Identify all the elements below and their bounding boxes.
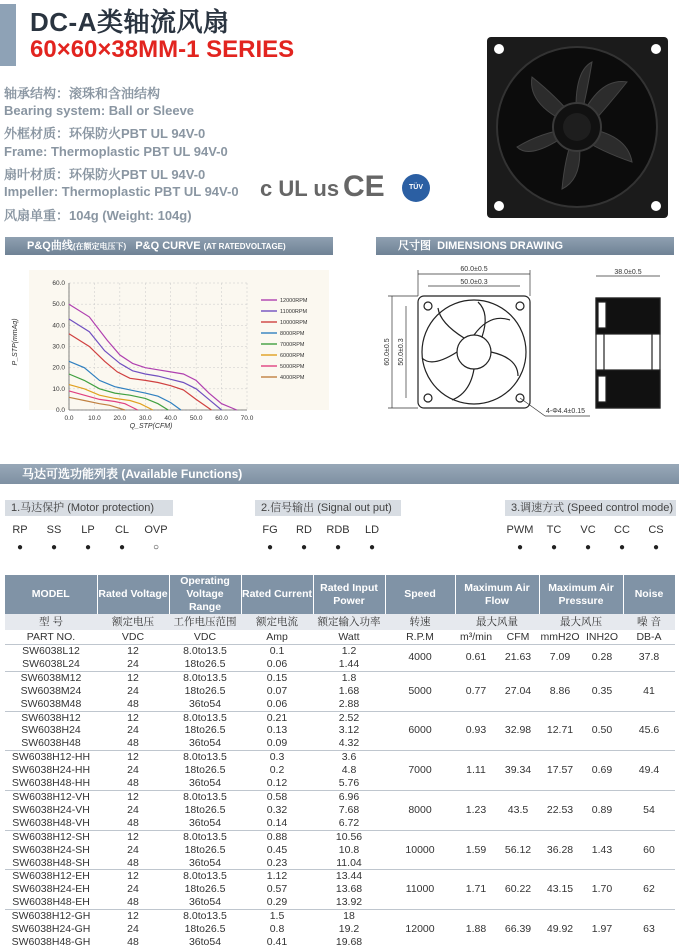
model-cell: SW6038H12-SH xyxy=(5,830,97,843)
rated-voltage-cell: 12 xyxy=(97,870,169,883)
air-flow-m3-cell: 1.88 xyxy=(455,910,497,949)
rated-voltage-cell: 12 xyxy=(97,751,169,764)
rated-voltage-cell: 24 xyxy=(127,764,139,777)
rated-power-cell: 4.32 xyxy=(338,737,360,750)
table-row xyxy=(5,830,675,843)
speed-cell: 7000 xyxy=(385,751,455,791)
function-mark: ● xyxy=(652,542,660,553)
legend-label: 12000RPM xyxy=(280,298,308,304)
rated-power-cell: 18 xyxy=(313,910,385,923)
air-flow-m3-cell: 1.59 xyxy=(455,830,497,870)
air-pressure-inh2o-cell: 1.43 xyxy=(581,830,623,870)
speed-cell: 6000 xyxy=(385,711,455,751)
noise-cell: 45.6 xyxy=(623,711,675,751)
rated-power-cell: 4.8 xyxy=(341,764,357,777)
spec-impeller-cn: 扇叶材质：环保防火PBT UL 94V-0 xyxy=(4,167,206,182)
fan-illustration xyxy=(487,37,668,218)
model-cell: SW6038H24-HH xyxy=(11,764,91,777)
y-tick-label: 10.0 xyxy=(52,385,65,393)
unit-cell: INH2O xyxy=(585,631,619,643)
table-row xyxy=(5,671,675,684)
rated-current-cell: 1.5 xyxy=(241,910,313,923)
operating-voltage-cell: 8.0to13.5 xyxy=(169,645,241,658)
header-rated-power: Rated Input Power xyxy=(313,575,385,614)
air-flow-cfm-cell: 60.22 xyxy=(497,870,539,910)
unit-cell: m³/min xyxy=(459,631,493,643)
rated-power-cell: 6.72 xyxy=(338,816,360,829)
cn-header-air-pressure: 最大风压 xyxy=(539,614,623,630)
rated-current-cell: 1.12 xyxy=(241,870,313,883)
function-code: FG xyxy=(262,524,278,536)
function-code: CL xyxy=(114,524,130,536)
signal-output-marks xyxy=(253,542,389,553)
function-mark: ● xyxy=(118,542,126,553)
model-cell: SW6038H12-HH xyxy=(5,751,97,764)
spec-frame-en: Frame: Thermoplastic PBT UL 94V-0 xyxy=(4,144,228,159)
rated-current-cell: 0.41 xyxy=(266,935,288,948)
model-cell: SW6038M48 xyxy=(20,697,82,710)
rated-current-cell: 0.3 xyxy=(241,751,313,764)
function-code: OVP xyxy=(144,524,168,536)
rated-current-cell: 0.06 xyxy=(266,697,288,710)
rated-current-cell: 0.06 xyxy=(266,657,288,670)
air-pressure-inh2o-cell: 1.70 xyxy=(581,870,623,910)
y-axis-label: P_STP(mmAq) xyxy=(12,318,19,366)
header-noise: Noise xyxy=(623,575,675,614)
operating-voltage-cell: 8.0to13.5 xyxy=(169,870,241,883)
model-cell: SW6038M12 xyxy=(5,671,97,684)
table-row xyxy=(5,711,675,724)
cn-header-operating-voltage: 工作电压范围 xyxy=(169,614,241,630)
y-tick-label: 60.0 xyxy=(52,280,65,287)
unit-cell: PART NO. xyxy=(26,631,76,643)
rated-power-cell: 10.8 xyxy=(338,843,360,856)
motor-protection-codes xyxy=(3,524,173,536)
air-flow-cfm-cell: 43.5 xyxy=(497,790,539,830)
rated-power-cell: 2.52 xyxy=(313,711,385,724)
header-rated-voltage: Rated Voltage xyxy=(97,575,169,614)
air-flow-m3-cell: 1.11 xyxy=(455,751,497,791)
fan-photo xyxy=(487,37,668,218)
unit-cell: R.P.M xyxy=(406,631,434,643)
legend-label: 4000RPM xyxy=(280,375,305,381)
model-cell: SW6038H24-GH xyxy=(11,923,91,936)
function-mark: ● xyxy=(300,542,308,553)
rated-current-cell: 0.13 xyxy=(266,724,288,737)
title-accent-bar xyxy=(0,4,16,66)
unit-cell: CFM xyxy=(506,631,530,643)
operating-voltage-cell: 8.0to13.5 xyxy=(169,671,241,684)
x-tick-label: 0.0 xyxy=(64,415,74,422)
model-cell: SW6038H24-EH xyxy=(12,883,90,896)
table-row xyxy=(5,751,675,764)
rated-power-cell: 1.2 xyxy=(313,645,385,658)
dim-hole-spacing-vertical: 50.0±0.3 xyxy=(398,338,405,366)
operating-voltage-cell: 8.0to13.5 xyxy=(169,910,241,923)
function-code: RD xyxy=(296,524,312,536)
air-pressure-mmh2o-cell: 12.71 xyxy=(539,711,581,751)
operating-voltage-cell: 36to54 xyxy=(188,816,222,829)
air-pressure-mmh2o-cell: 49.92 xyxy=(539,910,581,949)
rated-power-cell: 13.44 xyxy=(313,870,385,883)
air-flow-cfm-cell: 32.98 xyxy=(497,711,539,751)
y-tick-label: 30.0 xyxy=(52,343,65,351)
function-code: SS xyxy=(46,524,62,536)
rated-power-cell: 19.68 xyxy=(335,935,363,948)
operating-voltage-cell: 8.0to13.5 xyxy=(169,711,241,724)
cn-header-air-flow: 最大风量 xyxy=(455,614,539,630)
x-axis-label: Q_STP(CFM) xyxy=(129,423,173,430)
noise-cell: 63 xyxy=(623,910,675,949)
operating-voltage-cell: 36to54 xyxy=(188,737,222,750)
rated-current-cell: 0.14 xyxy=(266,816,288,829)
x-tick-label: 50.0 xyxy=(189,415,203,422)
rated-voltage-cell: 48 xyxy=(127,935,139,948)
unit-cell: Amp xyxy=(266,631,288,643)
header-air-flow: Maximum Air Flow xyxy=(455,575,539,614)
y-tick-label: 20.0 xyxy=(52,364,65,372)
y-tick-label: 50.0 xyxy=(52,301,65,309)
noise-cell: 60 xyxy=(623,830,675,870)
model-cell: SW6038L12 xyxy=(5,645,97,658)
noise-cell: 54 xyxy=(623,790,675,830)
legend-label: 8000RPM xyxy=(280,331,305,337)
operating-voltage-cell: 36to54 xyxy=(188,896,222,909)
air-pressure-mmh2o-cell: 7.09 xyxy=(539,645,581,672)
header-rated-current: Rated Current xyxy=(241,575,313,614)
model-cell: SW6038H12 xyxy=(5,711,97,724)
rated-power-cell: 1.68 xyxy=(338,684,360,697)
unit-cell: VDC xyxy=(121,631,145,643)
dim-depth: 38.0±0.5 xyxy=(614,269,642,276)
rated-power-cell: 5.76 xyxy=(338,777,360,790)
y-tick-label: 40.0 xyxy=(52,322,65,330)
x-tick-label: 60.0 xyxy=(215,415,228,422)
air-pressure-inh2o-cell: 0.69 xyxy=(581,751,623,791)
x-tick-label: 20.0 xyxy=(113,415,127,422)
legend-label: 6000RPM xyxy=(280,353,305,359)
function-code: PWM xyxy=(506,524,534,536)
cn-header-rated-power: 额定输入功率 xyxy=(313,614,385,630)
model-cell: SW6038H48-EH xyxy=(12,896,90,909)
rated-power-cell: 13.68 xyxy=(335,883,363,896)
speed-control-codes xyxy=(503,524,673,536)
functions-header: 马达可选功能列表 (Available Functions) xyxy=(0,464,679,484)
dim-mount-holes: 4-Φ4.4±0.15 xyxy=(546,408,586,415)
function-code: VC xyxy=(580,524,596,536)
legend-label: 10000RPM xyxy=(280,320,308,326)
y-tick-label: 0.0 xyxy=(55,407,65,414)
speed-cell: 8000 xyxy=(385,790,455,830)
noise-cell: 37.8 xyxy=(623,645,675,672)
spec-impeller-en: Impeller: Thermoplastic PBT UL 94V-0 xyxy=(4,184,239,199)
function-mark: ● xyxy=(16,542,24,553)
dimensions-header: 尺寸图 DIMENSIONS DRAWING xyxy=(376,237,674,255)
dim-width: 60.0±0.5 xyxy=(460,266,488,273)
table-row xyxy=(5,910,675,923)
operating-voltage-cell: 18to26.5 xyxy=(184,764,226,777)
rated-power-cell: 1.8 xyxy=(313,671,385,684)
rated-voltage-cell: 24 xyxy=(127,803,139,816)
air-pressure-inh2o-cell: 0.35 xyxy=(581,671,623,711)
function-mark: ● xyxy=(584,542,592,553)
function-code: CC xyxy=(614,524,630,536)
speed-control-header: 3.调速方式 (Speed control mode) xyxy=(505,500,676,516)
air-flow-m3-cell: 1.71 xyxy=(455,870,497,910)
x-tick-label: 70.0 xyxy=(240,415,254,422)
cn-header-noise: 噪 音 xyxy=(623,614,675,630)
rated-power-cell: 10.56 xyxy=(313,830,385,843)
function-mark: ● xyxy=(516,542,524,553)
air-flow-cfm-cell: 56.12 xyxy=(497,830,539,870)
dimensions-drawing xyxy=(360,258,679,434)
rated-power-cell: 6.96 xyxy=(313,790,385,803)
spec-bearing-en: Bearing system: Ball or Sleeve xyxy=(4,103,195,118)
function-code: LP xyxy=(81,524,95,536)
air-pressure-inh2o-cell: 0.50 xyxy=(581,711,623,751)
rated-current-cell: 0.12 xyxy=(266,777,288,790)
rated-current-cell: 0.32 xyxy=(266,803,288,816)
ce-cert-logo: CE xyxy=(343,170,385,203)
x-tick-label: 30.0 xyxy=(138,415,152,422)
pq-chart xyxy=(5,262,333,434)
speed-control-marks xyxy=(503,542,673,553)
model-cell: SW6038L24 xyxy=(22,657,80,670)
pq-chart-svg xyxy=(5,262,333,434)
rated-power-cell: 7.68 xyxy=(338,803,360,816)
air-pressure-mmh2o-cell: 36.28 xyxy=(539,830,581,870)
function-code: RDB xyxy=(326,524,350,536)
operating-voltage-cell: 18to26.5 xyxy=(184,923,226,936)
model-cell: SW6038H12-GH xyxy=(5,910,97,923)
air-flow-m3-cell: 0.93 xyxy=(455,711,497,751)
function-code: TC xyxy=(546,524,562,536)
rated-power-cell: 19.2 xyxy=(338,923,360,936)
function-mark: ● xyxy=(84,542,92,553)
rated-voltage-cell: 12 xyxy=(97,790,169,803)
rated-power-cell: 3.6 xyxy=(313,751,385,764)
rated-voltage-cell: 48 xyxy=(127,777,139,790)
motor-protection-header: 1.马达保护 (Motor protection) xyxy=(5,500,173,516)
rated-voltage-cell: 48 xyxy=(127,737,139,750)
rated-current-cell: 0.45 xyxy=(266,843,288,856)
cn-header-model: 型 号 xyxy=(5,614,97,630)
function-mark: ● xyxy=(618,542,626,553)
rated-voltage-cell: 48 xyxy=(127,697,139,710)
function-code: LD xyxy=(364,524,380,536)
model-cell: SW6038H48-VH xyxy=(12,816,90,829)
air-pressure-mmh2o-cell: 22.53 xyxy=(539,790,581,830)
air-flow-cfm-cell: 21.63 xyxy=(497,645,539,672)
air-pressure-mmh2o-cell: 43.15 xyxy=(539,870,581,910)
model-cell: SW6038H48-GH xyxy=(11,935,91,948)
function-mark: ● xyxy=(334,542,342,553)
rated-current-cell: 0.57 xyxy=(266,883,288,896)
speed-cell: 4000 xyxy=(385,645,455,672)
rated-current-cell: 0.07 xyxy=(266,684,288,697)
x-tick-label: 40.0 xyxy=(164,415,178,422)
rated-voltage-cell: 12 xyxy=(97,711,169,724)
legend-label: 5000RPM xyxy=(280,364,305,370)
rated-voltage-cell: 24 xyxy=(127,923,139,936)
rated-current-cell: 0.1 xyxy=(241,645,313,658)
rated-current-cell: 0.29 xyxy=(266,896,288,909)
air-flow-cfm-cell: 66.39 xyxy=(497,910,539,949)
operating-voltage-cell: 36to54 xyxy=(188,777,222,790)
spec-table xyxy=(5,575,676,949)
rated-voltage-cell: 12 xyxy=(97,645,169,658)
rated-current-cell: 0.2 xyxy=(269,764,285,777)
rated-voltage-cell: 12 xyxy=(97,671,169,684)
unit-cell: VDC xyxy=(193,631,217,643)
signal-output-header: 2.信号输出 (Signal out put) xyxy=(255,500,401,516)
operating-voltage-cell: 8.0to13.5 xyxy=(169,830,241,843)
rated-current-cell: 0.15 xyxy=(241,671,313,684)
air-flow-m3-cell: 0.61 xyxy=(455,645,497,672)
rated-voltage-cell: 24 xyxy=(127,883,139,896)
page-subtitle: 60×60×38MM-1 SERIES xyxy=(30,36,295,63)
rated-power-cell: 3.12 xyxy=(338,724,360,737)
air-flow-cfm-cell: 39.34 xyxy=(497,751,539,791)
operating-voltage-cell: 18to26.5 xyxy=(184,657,226,670)
function-mark: ● xyxy=(368,542,376,553)
function-mark: ● xyxy=(550,542,558,553)
air-flow-cfm-cell: 27.04 xyxy=(497,671,539,711)
rated-voltage-cell: 48 xyxy=(127,896,139,909)
rated-voltage-cell: 24 xyxy=(127,657,139,670)
air-flow-m3-cell: 1.23 xyxy=(455,790,497,830)
legend-label: 11000RPM xyxy=(280,309,308,315)
air-pressure-mmh2o-cell: 17.57 xyxy=(539,751,581,791)
rated-current-cell: 0.21 xyxy=(241,711,313,724)
legend-label: 7000RPM xyxy=(280,342,305,348)
rated-current-cell: 0.58 xyxy=(241,790,313,803)
header-speed: Speed xyxy=(385,575,455,614)
table-cn-header-row xyxy=(5,614,675,630)
header-model: MODEL xyxy=(5,575,97,614)
air-pressure-mmh2o-cell: 8.86 xyxy=(539,671,581,711)
motor-protection-marks xyxy=(3,542,173,553)
table-unit-row xyxy=(5,630,675,645)
x-tick-label: 10.0 xyxy=(88,415,101,422)
header-air-pressure: Maximum Air Pressure xyxy=(539,575,623,614)
function-mark: ● xyxy=(50,542,58,553)
unit-cell: Watt xyxy=(338,631,360,643)
header-operating-voltage: Operating Voltage Range xyxy=(169,575,241,614)
air-pressure-inh2o-cell: 0.89 xyxy=(581,790,623,830)
function-code: CS xyxy=(648,524,664,536)
model-cell: SW6038H48-SH xyxy=(12,856,90,869)
rated-power-cell: 2.88 xyxy=(338,697,360,710)
speed-cell: 11000 xyxy=(385,870,455,910)
operating-voltage-cell: 18to26.5 xyxy=(184,843,226,856)
noise-cell: 41 xyxy=(623,671,675,711)
table-row xyxy=(5,870,675,883)
air-pressure-inh2o-cell: 0.28 xyxy=(581,645,623,672)
rated-current-cell: 0.23 xyxy=(266,856,288,869)
model-cell: SW6038H12-VH xyxy=(5,790,97,803)
rated-voltage-cell: 24 xyxy=(127,843,139,856)
operating-voltage-cell: 8.0to13.5 xyxy=(169,751,241,764)
rated-voltage-cell: 48 xyxy=(127,816,139,829)
rated-power-cell: 1.44 xyxy=(338,657,360,670)
cn-header-rated-current: 额定电流 xyxy=(241,614,313,630)
model-cell: SW6038M24 xyxy=(20,684,82,697)
unit-cell: DB-A xyxy=(636,631,662,643)
rated-power-cell: 11.04 xyxy=(336,856,362,869)
ul-cert-logo: c UL us xyxy=(260,176,340,201)
dimensions-svg xyxy=(360,258,679,434)
operating-voltage-cell: 36to54 xyxy=(188,935,222,948)
rated-voltage-cell: 24 xyxy=(127,684,139,697)
rated-current-cell: 0.88 xyxy=(241,830,313,843)
unit-cell: mmH2O xyxy=(540,631,580,643)
spec-bearing-cn: 轴承结构：滚珠和含油结构 xyxy=(4,86,161,101)
operating-voltage-cell: 36to54 xyxy=(188,856,222,869)
cn-header-rated-voltage: 额定电压 xyxy=(97,614,169,630)
model-cell: SW6038H48 xyxy=(21,737,81,750)
air-flow-m3-cell: 0.77 xyxy=(455,671,497,711)
model-cell: SW6038H48-HH xyxy=(11,777,91,790)
rated-voltage-cell: 24 xyxy=(127,724,139,737)
rated-current-cell: 0.09 xyxy=(266,737,288,750)
model-cell: SW6038H12-EH xyxy=(5,870,97,883)
function-code: RP xyxy=(12,524,28,536)
rated-power-cell: 13.92 xyxy=(335,896,363,909)
function-mark: ○ xyxy=(152,542,160,553)
operating-voltage-cell: 18to26.5 xyxy=(184,883,226,896)
noise-cell: 62 xyxy=(623,870,675,910)
table-row xyxy=(5,790,675,803)
function-mark: ● xyxy=(266,542,274,553)
pq-curve-header: P&Q曲线(在额定电压下) P&Q CURVE (AT RATEDVOLTAGE) xyxy=(5,237,333,255)
noise-cell: 49.4 xyxy=(623,751,675,791)
model-cell: SW6038H24-VH xyxy=(12,803,90,816)
rated-voltage-cell: 12 xyxy=(97,910,169,923)
cn-header-speed: 转速 xyxy=(385,614,455,630)
dim-height: 60.0±0.5 xyxy=(384,338,391,366)
operating-voltage-cell: 18to26.5 xyxy=(184,803,226,816)
operating-voltage-cell: 36to54 xyxy=(188,697,222,710)
speed-cell: 10000 xyxy=(385,830,455,870)
signal-output-codes xyxy=(253,524,389,536)
operating-voltage-cell: 18to26.5 xyxy=(184,684,226,697)
rated-voltage-cell: 12 xyxy=(97,830,169,843)
table-header-row xyxy=(5,575,675,614)
spec-frame-cn: 外框材质：环保防火PBT UL 94V-0 xyxy=(4,126,206,141)
table-row xyxy=(5,645,675,658)
model-cell: SW6038H24 xyxy=(21,724,81,737)
speed-cell: 12000 xyxy=(385,910,455,949)
dim-hole-spacing: 50.0±0.3 xyxy=(460,279,488,286)
model-cell: SW6038H24-SH xyxy=(12,843,90,856)
speed-cell: 5000 xyxy=(385,671,455,711)
spec-weight: 风扇单重：104g (Weight: 104g) xyxy=(4,208,192,223)
tuv-cert-logo: TÜV xyxy=(402,174,430,202)
air-pressure-inh2o-cell: 1.97 xyxy=(581,910,623,949)
operating-voltage-cell: 18to26.5 xyxy=(184,724,226,737)
operating-voltage-cell: 8.0to13.5 xyxy=(169,790,241,803)
rated-voltage-cell: 48 xyxy=(127,856,139,869)
rated-current-cell: 0.8 xyxy=(269,923,285,936)
page-title: DC-A类轴流风扇 xyxy=(30,7,230,37)
